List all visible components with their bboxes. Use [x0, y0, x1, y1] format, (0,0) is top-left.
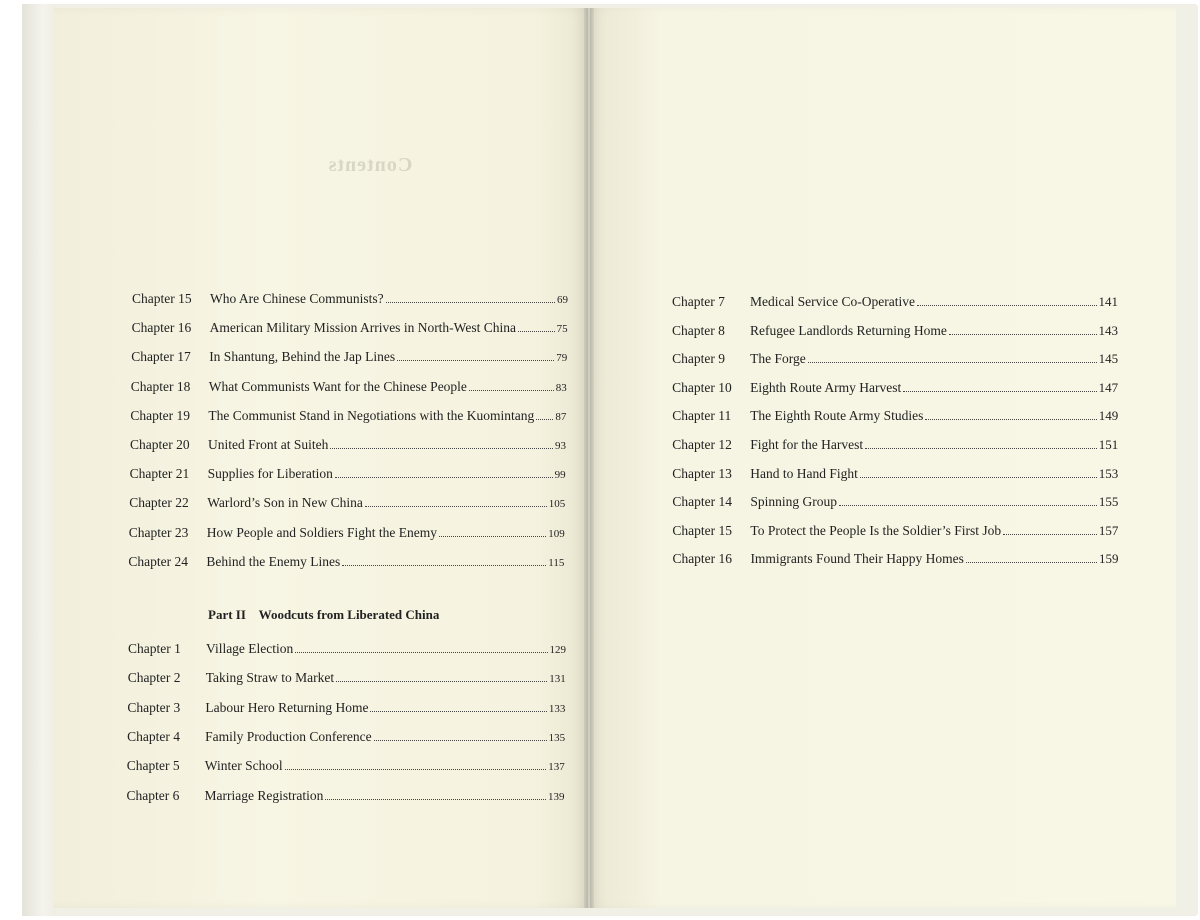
toc-chapter-label: Chapter 2 — [127, 670, 181, 686]
toc-leader-dots — [1003, 534, 1097, 535]
toc-leader-dots — [865, 448, 1097, 449]
toc-entry — [130, 408, 566, 425]
toc-page-number: 141 — [1098, 294, 1118, 309]
toc-leader-dots — [330, 448, 553, 449]
toc-leader-dots — [518, 331, 555, 332]
toc-chapter-title: Labour Hero Returning Home — [205, 699, 369, 715]
toc-chapter-title: Hand to Hand Fight — [750, 465, 858, 481]
toc-leader-dots — [439, 536, 546, 537]
toc-page-number: 153 — [1098, 465, 1119, 481]
toc-leader-dots — [365, 506, 547, 507]
toc-chapter-title: The Communist Stand in Negotiations with the Kuomintang — [208, 407, 535, 423]
toc-chapter-label: Chapter 23 — [128, 524, 189, 540]
toc-leader-dots — [917, 305, 1097, 306]
book-cover-edge — [22, 4, 56, 916]
toc-page-number: 159 — [1098, 551, 1119, 567]
toc-entry — [127, 729, 565, 746]
toc-page-number: 99 — [554, 469, 566, 482]
toc-page-number: 135 — [548, 731, 566, 744]
toc-chapter-label: Chapter 15 — [132, 291, 192, 306]
toc-page-number: 69 — [557, 294, 568, 306]
toc-chapter-label: Chapter 12 — [672, 437, 732, 452]
toc-entry — [672, 494, 1118, 510]
toc-leader-dots — [839, 505, 1097, 506]
toc-chapter-label: Chapter 21 — [129, 466, 190, 482]
toc-chapter-label: Chapter 6 — [126, 787, 180, 803]
toc-leader-dots — [469, 390, 554, 391]
toc-page-number: 147 — [1098, 379, 1119, 395]
toc-chapter-title: Fight for the Harvest — [750, 437, 864, 452]
toc-page-number: 75 — [556, 323, 568, 336]
toc-leader-dots — [336, 681, 547, 682]
toc-page-number: 157 — [1098, 522, 1119, 538]
toc-entry — [672, 380, 1118, 396]
toc-leader-dots — [903, 391, 1096, 392]
toc-page-number: 93 — [555, 440, 566, 452]
toc-chapter-title: Family Production Conference — [205, 728, 372, 744]
toc-page-number: 151 — [1098, 437, 1119, 452]
toc-chapter-label: Chapter 16 — [672, 551, 733, 567]
toc-chapter-label: Chapter 18 — [130, 378, 191, 394]
toc-chapter-label: Chapter 20 — [130, 437, 190, 452]
toc-chapter-title: Immigrants Found Their Happy Homes — [750, 551, 964, 567]
toc-entry — [131, 349, 567, 366]
toc-chapter-title: Supplies for Liberation — [207, 466, 333, 482]
toc-chapter-label: Chapter 14 — [672, 494, 732, 510]
toc-leader-dots — [966, 562, 1097, 563]
toc-chapter-label: Chapter 13 — [672, 465, 732, 481]
toc-leader-dots — [295, 652, 547, 653]
right-page — [590, 8, 1176, 908]
toc-page-number: 133 — [548, 702, 566, 715]
toc-entry — [128, 670, 566, 687]
toc-entry — [129, 525, 565, 542]
toc-chapter-title: Behind the Enemy Lines — [206, 553, 341, 569]
toc-page-number: 109 — [548, 527, 565, 540]
toc-entry — [128, 554, 564, 571]
toc-leader-dots — [808, 362, 1097, 363]
toc-entry — [131, 379, 567, 396]
toc-chapter-title: Warlord’s Son in New China — [207, 495, 363, 511]
toc-entry — [127, 758, 565, 775]
toc-entry — [132, 320, 568, 337]
toc-leader-dots — [342, 565, 546, 566]
toc-chapter-title: Refugee Landlords Returning Home — [750, 322, 947, 338]
toc-entry — [672, 523, 1118, 539]
toc-chapter-label: Chapter 7 — [672, 294, 725, 309]
toc-page-number: 87 — [555, 410, 567, 423]
toc-chapter-title: United Front at Suiteh — [208, 437, 329, 452]
toc-leader-dots — [536, 419, 553, 420]
toc-chapter-title: How People and Soldiers Fight the Enemy — [206, 524, 438, 540]
toc-chapter-label: Chapter 17 — [131, 349, 191, 365]
toc-entry — [672, 408, 1118, 424]
toc-chapter-title: Village Election — [206, 641, 294, 656]
toc-chapter-title: American Military Mission Arrives in North-West China — [209, 320, 516, 336]
toc-entry — [132, 291, 568, 308]
toc-leader-dots — [860, 477, 1097, 478]
toc-entry — [127, 700, 565, 717]
toc-page-number: 155 — [1098, 494, 1119, 510]
toc-page-number: 79 — [556, 352, 568, 365]
toc-page-number: 139 — [548, 790, 565, 803]
toc-chapter-label: Chapter 16 — [131, 320, 192, 336]
toc-chapter-label: Chapter 3 — [127, 699, 181, 715]
show-through-title: Contents — [327, 154, 413, 176]
toc-chapter-label: Chapter 24 — [128, 553, 189, 569]
toc-chapter-label: Chapter 9 — [672, 351, 725, 367]
toc-entry — [672, 466, 1118, 482]
toc-entry — [672, 551, 1118, 567]
toc-chapter-title: Who Are Chinese Communists? — [210, 291, 384, 306]
toc-chapter-label: Chapter 19 — [130, 407, 191, 423]
toc-entry — [128, 641, 566, 658]
toc-chapter-title: The Forge — [750, 351, 806, 367]
toc-chapter-label: Chapter 22 — [129, 495, 189, 511]
toc-page-number: 145 — [1098, 351, 1119, 367]
toc-leader-dots — [949, 334, 1097, 335]
toc-page-number: 115 — [548, 556, 565, 569]
toc-page-number: 137 — [548, 761, 565, 774]
toc-chapter-label: Chapter 1 — [128, 641, 181, 656]
toc-page-number: 131 — [549, 673, 566, 686]
toc-leader-dots — [386, 302, 555, 303]
toc-entry — [672, 323, 1118, 339]
toc-chapter-label: Chapter 10 — [672, 379, 732, 395]
toc-entry — [129, 495, 565, 512]
book-gutter — [584, 8, 594, 908]
toc-leader-dots — [335, 477, 553, 478]
toc-chapter-label: Chapter 4 — [127, 728, 180, 744]
toc-chapter-title: Spinning Group — [750, 494, 837, 510]
toc-chapter-title: Winter School — [204, 758, 283, 774]
toc-leader-dots — [325, 799, 546, 800]
toc-entry — [130, 437, 566, 454]
toc-chapter-label: Chapter 5 — [126, 758, 180, 774]
toc-leader-dots — [374, 740, 547, 741]
toc-page-number: 83 — [555, 381, 567, 394]
toc-chapter-title: The Eighth Route Army Studies — [750, 408, 924, 424]
toc-entry — [672, 351, 1118, 367]
toc-chapter-title: What Communists Want for the Chinese People — [208, 378, 467, 394]
toc-page-number: 149 — [1098, 408, 1119, 424]
toc-chapter-label: Chapter 15 — [672, 522, 733, 538]
toc-chapter-title: Marriage Registration — [204, 787, 324, 803]
toc-leader-dots — [397, 360, 554, 361]
toc-leader-dots — [925, 419, 1096, 420]
toc-page-number: 129 — [549, 644, 566, 656]
toc-chapter-title: To Protect the People Is the Soldier’s First Job — [750, 522, 1002, 538]
toc-chapter-label: Chapter 8 — [672, 322, 725, 338]
toc-entry — [127, 788, 565, 805]
toc-chapter-title: Medical Service Co-Operative — [750, 294, 915, 309]
toc-entry — [672, 294, 1118, 310]
toc-chapter-title: Eighth Route Army Harvest — [750, 379, 902, 395]
toc-chapter-title: Taking Straw to Market — [205, 670, 335, 686]
part-heading: Part II Woodcuts from Liberated China — [208, 607, 440, 622]
toc-entry — [130, 466, 566, 483]
toc-entry — [672, 437, 1118, 453]
toc-page-number: 143 — [1098, 322, 1119, 338]
toc-page-number: 105 — [548, 498, 566, 511]
toc-leader-dots — [285, 769, 547, 770]
toc-chapter-title: In Shantung, Behind the Jap Lines — [209, 349, 396, 365]
toc-leader-dots — [370, 711, 546, 712]
toc-chapter-label: Chapter 11 — [672, 408, 732, 424]
